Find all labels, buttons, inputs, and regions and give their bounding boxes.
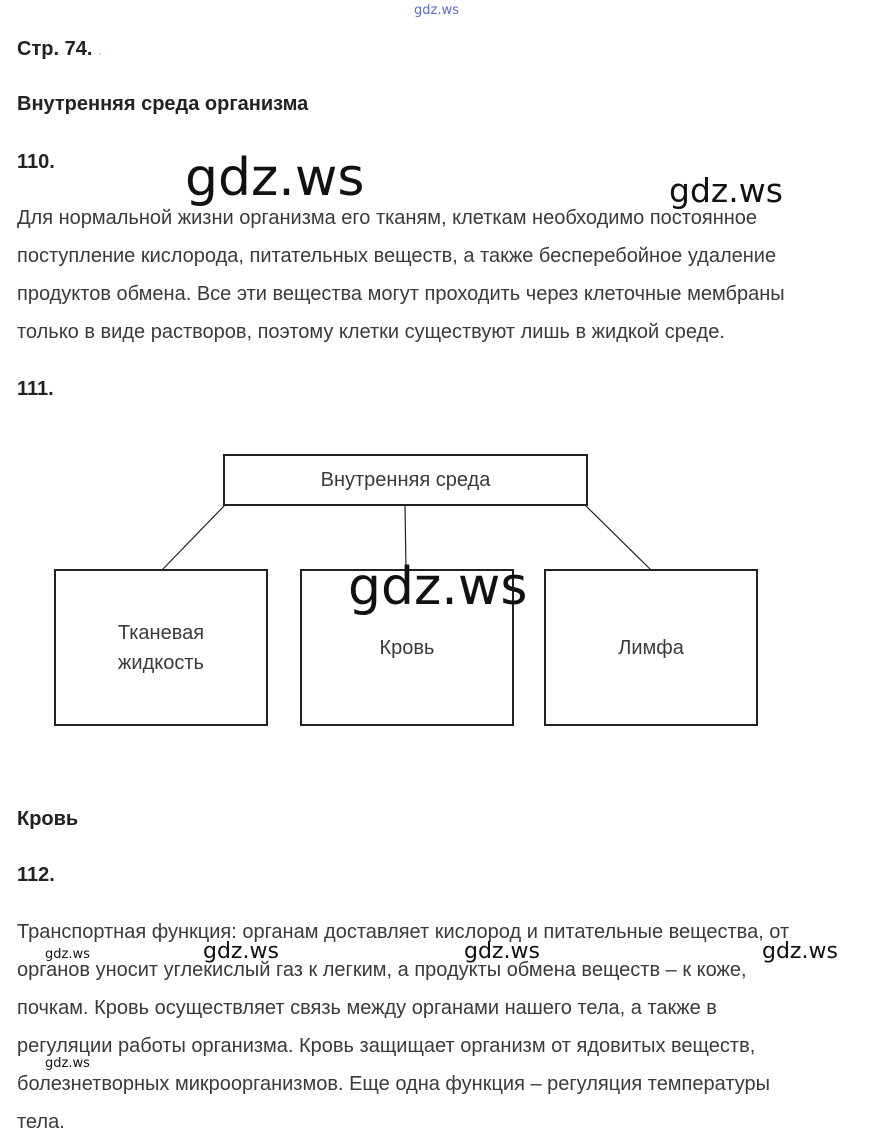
task-110-line: продуктов обмена. Все эти вещества могут проходить через клеточные мембраны <box>17 283 785 305</box>
task-number-112: 112. <box>17 864 55 886</box>
task-110-line: только в виде растворов, поэтому клетки существуют лишь в жидкой среде. <box>17 321 725 343</box>
task-110-line: Для нормальной жизни организма его тканям, клеткам необходимо постоянное <box>17 207 758 229</box>
watermark-large: gdz.ws <box>185 148 365 208</box>
watermark-diagram: gdz.ws <box>348 557 528 617</box>
section-title-internal-environment: Внутренняя среда организма <box>17 93 309 115</box>
task-110-line: поступление кислорода, питательных веществ, а также бесперебойное удаление <box>17 245 777 267</box>
watermark-tiny: gdz.ws <box>45 1056 90 1071</box>
connector-left <box>162 505 225 570</box>
watermark-tiny: gdz.ws <box>45 947 90 962</box>
task-112-line: Транспортная функция: органам доставляет кислород и питательные вещества, от <box>17 921 790 943</box>
task-112-line: почкам. Кровь осуществляет связь между органами нашего тела, а также в <box>17 997 717 1019</box>
task-112-text <box>17 913 879 1141</box>
section-title-blood: Кровь <box>17 808 79 830</box>
stray-dot: . <box>97 42 102 58</box>
diagram-root-box <box>223 454 588 506</box>
task-number-110: 110. <box>17 151 55 173</box>
task-112-line: регуляции работы организма. Кровь защищает организм от ядовитых веществ, <box>17 1035 756 1057</box>
task-112-line: тела. <box>17 1111 65 1133</box>
watermark-medium: gdz.ws <box>669 171 783 210</box>
connector-right <box>585 505 651 570</box>
diagram-child-box-tissue-fluid <box>54 569 268 726</box>
task-112-line: болезнетворных микроорганизмов. Еще одна функция – регуляция температуры <box>17 1073 770 1095</box>
watermark-small: gdz.ws <box>762 939 838 964</box>
watermark-small: gdz.ws <box>203 939 279 964</box>
diagram-child-label: Тканевая жидкость <box>117 621 205 674</box>
watermark-small: gdz.ws <box>464 939 540 964</box>
task-number-111: 111. <box>17 378 54 400</box>
task-112-line: органов уносит углекислый газ к легким, а продукты обмена веществ – к коже, <box>17 959 747 981</box>
diagram-child-label: Лимфа <box>618 636 684 659</box>
watermark-top: gdz.ws <box>414 3 459 18</box>
page-label-text: Стр. 74. <box>17 38 93 60</box>
diagram-root-label: Внутренняя среда <box>320 469 491 491</box>
diagram-child-box-lymph <box>544 569 758 726</box>
diagram-child-label: Кровь <box>379 636 435 659</box>
